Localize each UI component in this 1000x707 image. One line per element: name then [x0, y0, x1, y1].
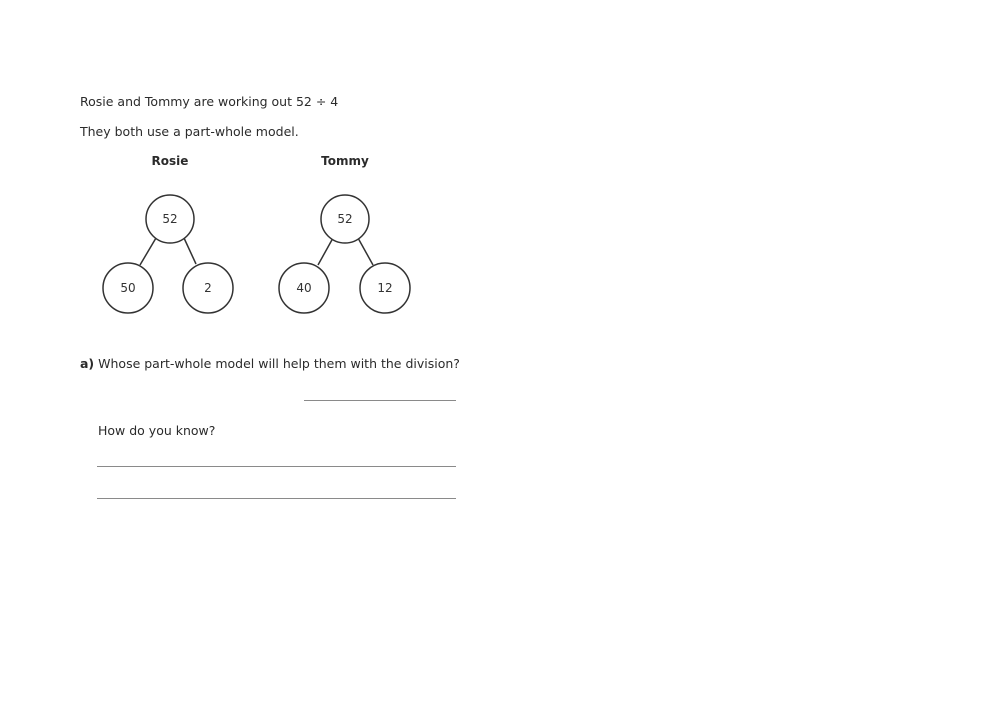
- answer-line-reason-2[interactable]: [97, 498, 456, 499]
- tommy-whole-value: 52: [337, 212, 353, 226]
- tommy-part-1-value: 40: [296, 281, 312, 295]
- question-a-followup: How do you know?: [98, 423, 216, 438]
- rosie-part-2-value: 2: [204, 281, 212, 295]
- model-label-tommy: Tommy: [321, 154, 369, 168]
- tommy-left-branch: [318, 238, 333, 265]
- rosie-right-branch: [184, 238, 196, 264]
- answer-line-name[interactable]: [304, 400, 456, 401]
- intro-line-2: They both use a part-whole model.: [80, 124, 299, 139]
- answer-line-reason-1[interactable]: [97, 466, 456, 467]
- tommy-right-branch: [358, 238, 373, 265]
- tommy-part-2-value: 12: [377, 281, 393, 295]
- question-a-text: Whose part-whole model will help them with the division?: [98, 356, 460, 371]
- rosie-left-branch: [140, 238, 156, 265]
- rosie-whole-value: 52: [162, 212, 178, 226]
- question-a: [80, 356, 460, 371]
- question-a-letter: a): [80, 356, 95, 371]
- rosie-part-1-value: 50: [120, 281, 136, 295]
- model-label-rosie: Rosie: [151, 154, 189, 168]
- intro-line-1: Rosie and Tommy are working out 52 ÷ 4: [80, 94, 339, 109]
